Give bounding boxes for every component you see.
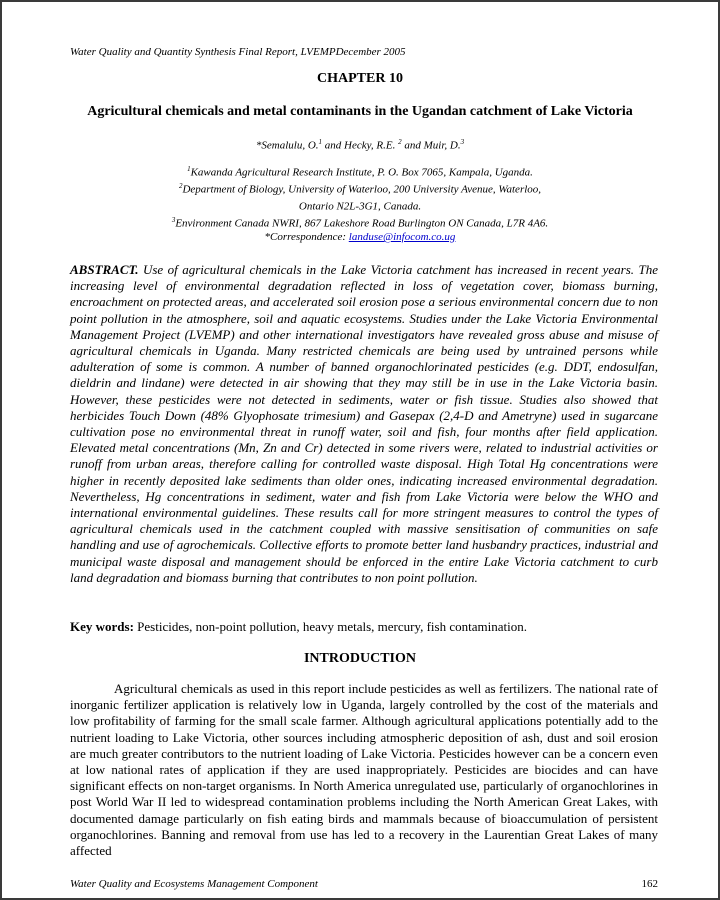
- author-sup: 1: [318, 138, 323, 146]
- keywords-text: Pesticides, non-point pollution, heavy metals, mercury, fish contamination.: [133, 619, 527, 634]
- correspondence: [2, 231, 718, 243]
- author-list: [2, 138, 718, 152]
- chapter-label: CHAPTER 10: [317, 71, 403, 86]
- author-hecky: and Hecky, R.E.: [322, 139, 399, 152]
- keywords: [70, 619, 658, 635]
- introduction-paragraph: Agricultural chemicals as used in this report include pesticides as well as fertilizers. The national rate of inorganic fertilizer application is relatively low in Uganda, largely controlled by the cost of the materials and low profitability of farming for the small scale farmer. Although agricultural applications potentially add to the nutrient loading to Lake Victoria, other sources including atmospheric deposition of ash, dust and soil erosion are much greater contributors to the nutrient loading of Lake Victoria. Pesticides however can be a concern even at low national rates of application if they are used inappropriately. Pesticides are biocides and can have significant effects on non-target organisms. In North America unregulated use, particularly of organochlorines in post World War II led to widespread contamination problems including the North American Great Lakes, with documented damage particularly on fish eating birds and mammals because of bioaccumulation of persistent organochlorines. Banning and removal from use has led to a recovery in the Laurentian Great Lakes of many affected: [70, 681, 658, 859]
- affiliation-line: $^2$Department of Biology, University of Waterloo, 200 University Avenue, Waterloo,: [178, 182, 542, 196]
- affiliations: [2, 163, 718, 232]
- running-footer: Water Quality and Ecosystems Management Component: [70, 878, 318, 890]
- affiliation-line: $^1$Kawanda Agricultural Research Institute, P. O. Box 7065, Kampala, Uganda.: [187, 165, 533, 179]
- paper-title: Agricultural chemicals and metal contaminants in the Ugandan catchment of Lake Victoria: [87, 104, 633, 119]
- abstract-text: Use of agricultural chemicals in the Lake Victoria catchment has increased in recent years. The increasing level of environmental degradation reflected in loss of vegetation cover, biomass burning, encroachment on protected areas, and accelerated soil erosion pose a serious environmental concern due to non point pollution in the atmosphere, soil and aquatic ecosystems. Studies under the Lake Victoria Environmental Management Project (LVEMP) and other international investigators have revealed gross abuse and misuse of agricultural chemicals in Uganda. Many restricted chemicals are being used by untrained persons while adulteration of some is common. A number of banned organochlorinated pesticides (e.g. DDT, endosulfan, dieldrin and lindane) were detected in air showing that they may still be in use in the Lake Victoria basin. However, these pesticides were not detected in sediments, water or fish tissue. Studies also showed that herbicides Touch Down (48% Glyophosate trimesium) and Gasepax (2,4-D and Ametryne) used in sugarcane cultivation pose no environmental threat in runoff water, soil and fish, four months after field application. Elevated metal concentrations (Mn, Zn and Cr) detected in some rivers were, related to industrial activities or runoff from urban areas, therefore calling for controlled waste disposal. High Total Hg concentrations were higher in recently deposited lake sediments than older ones, indicating increased environmental degradation. Nevertheless, Hg concentrations in sediment, water and fish from Lake Victoria were below the WHO and international environmental guidelines. These results call for more stringent measures to control the types of agricultural chemicals used in the catchment coupled with massive sensitisation of communities on safe handling and use of agrochemicals. Collective efforts to promote better land husbandry practices, industrial and municipal waste disposal and management should be enforced in the entire Lake Victoria catchment to curb land degradation and biomass burning that contributes to non point pollution.: [70, 262, 658, 585]
- affiliation-line: $^3$Environment Canada NWRI, 867 Lakeshore Road Burlington ON Canada, L7R 4A6.: [171, 216, 549, 231]
- keywords-label: Key words:: [70, 619, 134, 634]
- abstract-label: ABSTRACT.: [70, 262, 139, 277]
- author-sup: 2: [398, 138, 402, 146]
- correspondence-label: *Correspondence:: [264, 231, 349, 243]
- correspondence-email-link[interactable]: landuse@infocom.co.ug: [348, 231, 456, 243]
- page-number: 162: [641, 878, 658, 890]
- running-header: Water Quality and Quantity Synthesis Final Report, LVEMPDecember 2005: [70, 46, 406, 58]
- author-semalulu: *Semalulu, O.: [255, 139, 319, 152]
- author-muir: and Muir, D.: [401, 139, 461, 152]
- abstract: [70, 262, 658, 586]
- introduction-heading: INTRODUCTION: [303, 651, 416, 666]
- affiliation-line: Ontario N2L-3G1, Canada.: [298, 200, 422, 213]
- document-page: [2, 2, 718, 898]
- author-sup: 3: [460, 138, 465, 146]
